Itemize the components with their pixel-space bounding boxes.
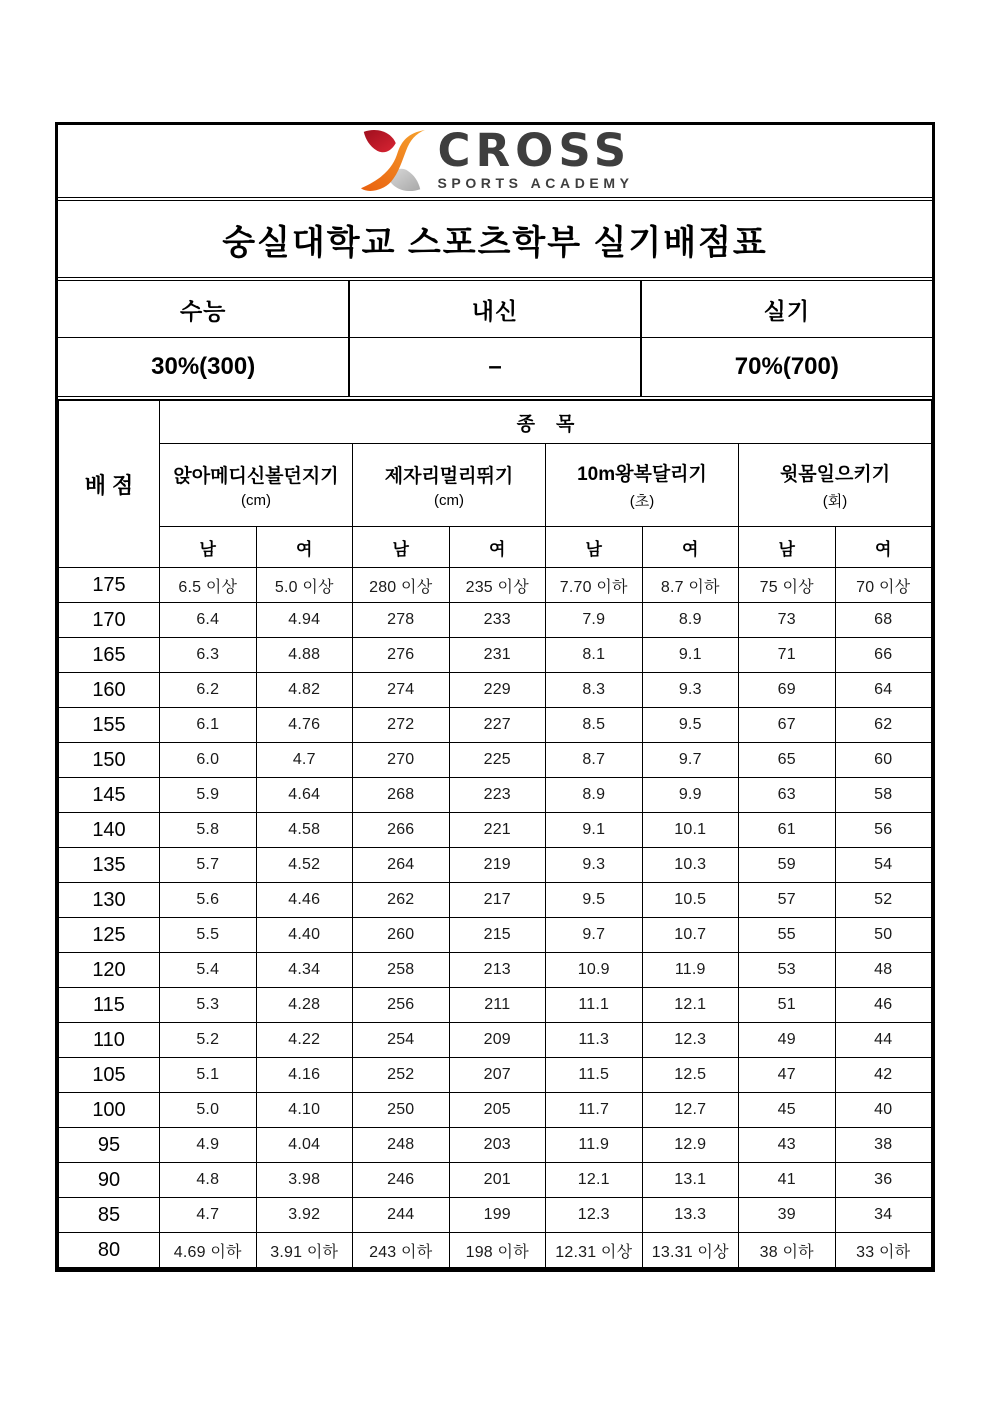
value-cell: 215 <box>449 918 546 953</box>
value-cell: 252 <box>353 1058 450 1093</box>
gender-header-male: 남 <box>353 527 450 568</box>
score-cell: 80 <box>59 1233 160 1268</box>
value-cell: 213 <box>449 953 546 988</box>
value-cell: 4.28 <box>256 988 353 1023</box>
value-cell: 4.88 <box>256 638 353 673</box>
value-cell: 10.5 <box>642 883 739 918</box>
score-cell: 145 <box>59 778 160 813</box>
table-row <box>59 1198 932 1233</box>
value-cell: 5.9 <box>160 778 257 813</box>
value-cell: 60 <box>835 743 932 778</box>
event-header-shuttle-run <box>546 444 739 527</box>
value-cell: 43 <box>739 1128 836 1163</box>
value-cell: 58 <box>835 778 932 813</box>
value-cell: 6.1 <box>160 708 257 743</box>
value-cell: 11.5 <box>546 1058 643 1093</box>
value-cell: 61 <box>739 813 836 848</box>
table-row <box>59 603 932 638</box>
value-cell: 205 <box>449 1093 546 1128</box>
value-cell: 63 <box>739 778 836 813</box>
value-cell: 198 이하 <box>449 1233 546 1268</box>
gender-header-male: 남 <box>160 527 257 568</box>
value-cell: 272 <box>353 708 450 743</box>
value-cell: 50 <box>835 918 932 953</box>
value-cell: 5.0 <box>160 1093 257 1128</box>
event-header-row <box>59 444 932 527</box>
score-table <box>58 400 932 1268</box>
value-cell: 4.34 <box>256 953 353 988</box>
value-cell: 10.3 <box>642 848 739 883</box>
value-cell: 66 <box>835 638 932 673</box>
brand-text <box>437 124 634 191</box>
value-cell: 4.7 <box>160 1198 257 1233</box>
value-cell: 9.7 <box>546 918 643 953</box>
event-header-sit-up <box>739 444 932 527</box>
weighting-header-row <box>58 281 932 338</box>
value-cell: 47 <box>739 1058 836 1093</box>
value-cell: 68 <box>835 603 932 638</box>
value-cell: 9.7 <box>642 743 739 778</box>
table-row <box>59 568 932 603</box>
event-name: 10m왕복달리기 <box>577 464 707 485</box>
weighting-label-silgi: 실기 <box>641 281 932 338</box>
score-cell: 155 <box>59 708 160 743</box>
value-cell: 46 <box>835 988 932 1023</box>
events-group-header: 종 목 <box>160 401 932 444</box>
value-cell: 8.9 <box>642 603 739 638</box>
table-row <box>59 1163 932 1198</box>
event-unit: (초) <box>629 493 655 510</box>
score-column-header: 배 점 <box>59 401 160 568</box>
value-cell: 264 <box>353 848 450 883</box>
score-cell: 175 <box>59 568 160 603</box>
value-cell: 266 <box>353 813 450 848</box>
value-cell: 13.3 <box>642 1198 739 1233</box>
table-row <box>59 813 932 848</box>
value-cell: 49 <box>739 1023 836 1058</box>
logo-section <box>58 125 932 201</box>
value-cell: 4.46 <box>256 883 353 918</box>
value-cell: 4.94 <box>256 603 353 638</box>
value-cell: 7.70 이하 <box>546 568 643 603</box>
value-cell: 217 <box>449 883 546 918</box>
value-cell: 11.9 <box>546 1128 643 1163</box>
table-row <box>59 743 932 778</box>
value-cell: 7.9 <box>546 603 643 638</box>
value-cell: 13.31 이상 <box>642 1233 739 1268</box>
value-cell: 57 <box>739 883 836 918</box>
value-cell: 12.1 <box>546 1163 643 1198</box>
value-cell: 262 <box>353 883 450 918</box>
gender-header-male: 남 <box>739 527 836 568</box>
value-cell: 62 <box>835 708 932 743</box>
event-name: 앉아메디신볼던지기 <box>173 466 339 487</box>
gender-header-female: 여 <box>449 527 546 568</box>
value-cell: 12.1 <box>642 988 739 1023</box>
value-cell: 12.7 <box>642 1093 739 1128</box>
gender-header-female: 여 <box>256 527 353 568</box>
value-cell: 8.7 이하 <box>642 568 739 603</box>
table-row <box>59 1128 932 1163</box>
gender-header-female: 여 <box>642 527 739 568</box>
event-header-medicine-ball <box>160 444 353 527</box>
score-cell: 115 <box>59 988 160 1023</box>
value-cell: 6.0 <box>160 743 257 778</box>
value-cell: 12.31 이상 <box>546 1233 643 1268</box>
value-cell: 67 <box>739 708 836 743</box>
score-cell: 150 <box>59 743 160 778</box>
value-cell: 9.9 <box>642 778 739 813</box>
table-row <box>59 1233 932 1268</box>
page-title: 숭실대학교 스포츠학부 실기배점표 <box>58 201 932 281</box>
value-cell: 268 <box>353 778 450 813</box>
value-cell: 260 <box>353 918 450 953</box>
value-cell: 9.1 <box>642 638 739 673</box>
value-cell: 9.3 <box>642 673 739 708</box>
value-cell: 233 <box>449 603 546 638</box>
score-cell: 135 <box>59 848 160 883</box>
value-cell: 276 <box>353 638 450 673</box>
value-cell: 201 <box>449 1163 546 1198</box>
value-cell: 8.7 <box>546 743 643 778</box>
table-row <box>59 673 932 708</box>
value-cell: 6.4 <box>160 603 257 638</box>
value-cell: 5.0 이상 <box>256 568 353 603</box>
value-cell: 4.76 <box>256 708 353 743</box>
value-cell: 11.3 <box>546 1023 643 1058</box>
weighting-value-row <box>58 338 932 397</box>
value-cell: 71 <box>739 638 836 673</box>
value-cell: 9.5 <box>642 708 739 743</box>
score-cell: 100 <box>59 1093 160 1128</box>
value-cell: 5.7 <box>160 848 257 883</box>
value-cell: 39 <box>739 1198 836 1233</box>
value-cell: 207 <box>449 1058 546 1093</box>
value-cell: 225 <box>449 743 546 778</box>
value-cell: 8.9 <box>546 778 643 813</box>
weighting-value-naesin: – <box>349 338 640 397</box>
value-cell: 4.10 <box>256 1093 353 1128</box>
value-cell: 9.3 <box>546 848 643 883</box>
value-cell: 11.7 <box>546 1093 643 1128</box>
value-cell: 4.40 <box>256 918 353 953</box>
value-cell: 250 <box>353 1093 450 1128</box>
brand-name: CROSS <box>437 124 632 178</box>
value-cell: 4.04 <box>256 1128 353 1163</box>
score-cell: 90 <box>59 1163 160 1198</box>
score-cell: 170 <box>59 603 160 638</box>
value-cell: 5.3 <box>160 988 257 1023</box>
table-row <box>59 708 932 743</box>
value-cell: 3.91 이하 <box>256 1233 353 1268</box>
value-cell: 12.9 <box>642 1128 739 1163</box>
score-table-body <box>59 568 932 1268</box>
value-cell: 209 <box>449 1023 546 1058</box>
value-cell: 34 <box>835 1198 932 1233</box>
value-cell: 5.5 <box>160 918 257 953</box>
score-cell: 120 <box>59 953 160 988</box>
value-cell: 6.2 <box>160 673 257 708</box>
score-cell: 110 <box>59 1023 160 1058</box>
value-cell: 5.1 <box>160 1058 257 1093</box>
event-unit: (cm) <box>241 492 271 509</box>
value-cell: 6.3 <box>160 638 257 673</box>
value-cell: 38 이하 <box>739 1233 836 1268</box>
score-cell: 140 <box>59 813 160 848</box>
table-row <box>59 848 932 883</box>
value-cell: 219 <box>449 848 546 883</box>
value-cell: 235 이상 <box>449 568 546 603</box>
value-cell: 51 <box>739 988 836 1023</box>
value-cell: 10.9 <box>546 953 643 988</box>
value-cell: 4.69 이하 <box>160 1233 257 1268</box>
score-cell: 165 <box>59 638 160 673</box>
score-cell: 95 <box>59 1128 160 1163</box>
value-cell: 55 <box>739 918 836 953</box>
value-cell: 69 <box>739 673 836 708</box>
table-row <box>59 1023 932 1058</box>
score-cell: 85 <box>59 1198 160 1233</box>
value-cell: 54 <box>835 848 932 883</box>
cross-x-icon <box>356 129 428 193</box>
value-cell: 11.9 <box>642 953 739 988</box>
table-row <box>59 1093 932 1128</box>
value-cell: 8.5 <box>546 708 643 743</box>
value-cell: 254 <box>353 1023 450 1058</box>
value-cell: 33 이하 <box>835 1233 932 1268</box>
value-cell: 38 <box>835 1128 932 1163</box>
event-unit: (cm) <box>434 492 464 509</box>
cross-logo <box>356 124 634 193</box>
weighting-section <box>58 281 932 400</box>
event-unit: (회) <box>822 493 848 510</box>
event-name: 윗몸일으키기 <box>779 464 891 485</box>
value-cell: 244 <box>353 1198 450 1233</box>
value-cell: 231 <box>449 638 546 673</box>
table-row <box>59 953 932 988</box>
value-cell: 9.5 <box>546 883 643 918</box>
value-cell: 13.1 <box>642 1163 739 1198</box>
value-cell: 203 <box>449 1128 546 1163</box>
value-cell: 12.3 <box>642 1023 739 1058</box>
weighting-table <box>58 281 932 396</box>
value-cell: 223 <box>449 778 546 813</box>
value-cell: 270 <box>353 743 450 778</box>
value-cell: 52 <box>835 883 932 918</box>
score-cell: 160 <box>59 673 160 708</box>
value-cell: 9.1 <box>546 813 643 848</box>
value-cell: 12.3 <box>546 1198 643 1233</box>
value-cell: 280 이상 <box>353 568 450 603</box>
gender-header-row <box>59 527 932 568</box>
event-name: 제자리멀리뛰기 <box>384 466 514 487</box>
document-sheet <box>55 122 935 1272</box>
value-cell: 70 이상 <box>835 568 932 603</box>
value-cell: 44 <box>835 1023 932 1058</box>
value-cell: 256 <box>353 988 450 1023</box>
value-cell: 229 <box>449 673 546 708</box>
value-cell: 221 <box>449 813 546 848</box>
value-cell: 65 <box>739 743 836 778</box>
value-cell: 10.7 <box>642 918 739 953</box>
value-cell: 248 <box>353 1128 450 1163</box>
weighting-label-suneung: 수능 <box>179 297 227 324</box>
value-cell: 4.8 <box>160 1163 257 1198</box>
event-header-long-jump <box>353 444 546 527</box>
value-cell: 4.9 <box>160 1128 257 1163</box>
value-cell: 5.6 <box>160 883 257 918</box>
value-cell: 3.98 <box>256 1163 353 1198</box>
value-cell: 274 <box>353 673 450 708</box>
value-cell: 5.4 <box>160 953 257 988</box>
value-cell: 5.8 <box>160 813 257 848</box>
value-cell: 36 <box>835 1163 932 1198</box>
value-cell: 4.82 <box>256 673 353 708</box>
score-cell: 130 <box>59 883 160 918</box>
value-cell: 4.7 <box>256 743 353 778</box>
value-cell: 227 <box>449 708 546 743</box>
value-cell: 199 <box>449 1198 546 1233</box>
table-row <box>59 988 932 1023</box>
value-cell: 41 <box>739 1163 836 1198</box>
brand-subtitle: SPORTS ACADEMY <box>437 174 634 191</box>
value-cell: 5.2 <box>160 1023 257 1058</box>
value-cell: 8.1 <box>546 638 643 673</box>
value-cell: 73 <box>739 603 836 638</box>
value-cell: 64 <box>835 673 932 708</box>
value-cell: 75 이상 <box>739 568 836 603</box>
value-cell: 42 <box>835 1058 932 1093</box>
table-row <box>59 778 932 813</box>
value-cell: 59 <box>739 848 836 883</box>
value-cell: 4.58 <box>256 813 353 848</box>
score-cell: 105 <box>59 1058 160 1093</box>
value-cell: 211 <box>449 988 546 1023</box>
value-cell: 4.22 <box>256 1023 353 1058</box>
weighting-label-naesin: 내신 <box>349 281 640 338</box>
value-cell: 4.52 <box>256 848 353 883</box>
value-cell: 40 <box>835 1093 932 1128</box>
table-row <box>59 638 932 673</box>
value-cell: 56 <box>835 813 932 848</box>
value-cell: 278 <box>353 603 450 638</box>
value-cell: 246 <box>353 1163 450 1198</box>
table-row <box>59 1058 932 1093</box>
value-cell: 4.64 <box>256 778 353 813</box>
value-cell: 10.1 <box>642 813 739 848</box>
value-cell: 6.5 이상 <box>160 568 257 603</box>
weighting-value-silgi: 70%(700) <box>641 338 932 397</box>
gender-header-female: 여 <box>835 527 932 568</box>
value-cell: 4.16 <box>256 1058 353 1093</box>
group-header-row <box>59 401 932 444</box>
value-cell: 53 <box>739 953 836 988</box>
score-cell: 125 <box>59 918 160 953</box>
value-cell: 243 이하 <box>353 1233 450 1268</box>
value-cell: 48 <box>835 953 932 988</box>
value-cell: 45 <box>739 1093 836 1128</box>
value-cell: 3.92 <box>256 1198 353 1233</box>
table-row <box>59 883 932 918</box>
value-cell: 12.5 <box>642 1058 739 1093</box>
weighting-value-suneung: 30%(300) <box>58 338 349 397</box>
value-cell: 258 <box>353 953 450 988</box>
value-cell: 11.1 <box>546 988 643 1023</box>
value-cell: 8.3 <box>546 673 643 708</box>
gender-header-male: 남 <box>546 527 643 568</box>
table-row <box>59 918 932 953</box>
